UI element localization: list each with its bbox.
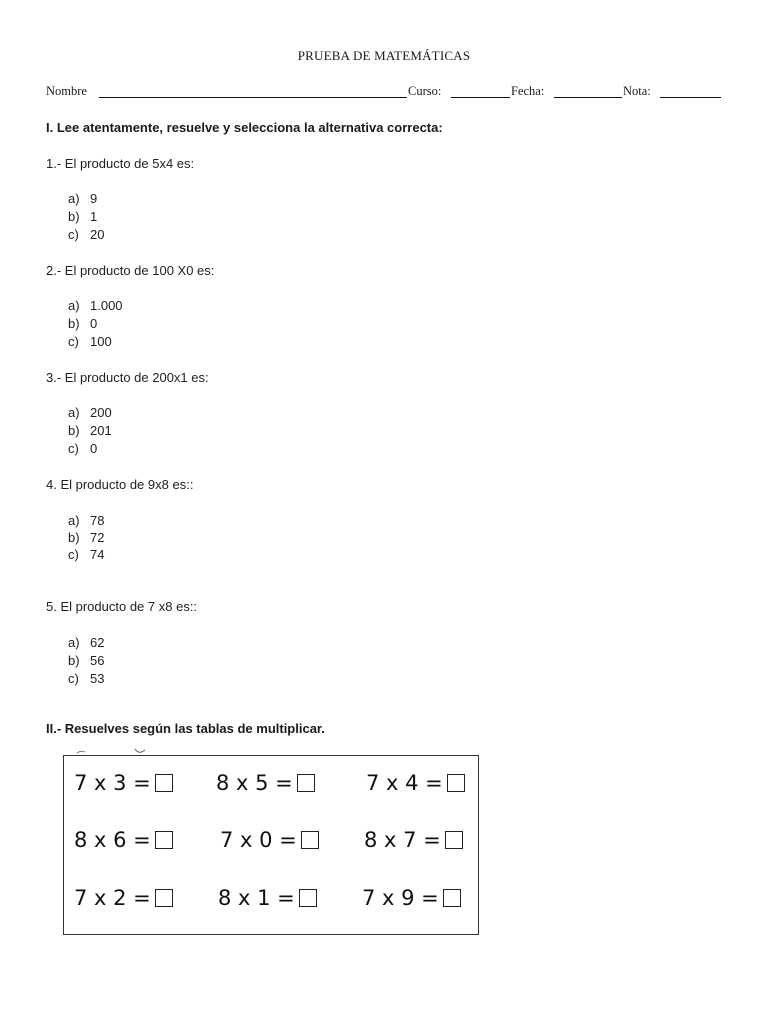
question-1-option-c[interactable]: c) 20 [68,227,105,242]
fecha-field[interactable] [554,97,622,98]
answer-box[interactable] [301,831,319,849]
multiplication-table-box [63,755,479,935]
question-4-option-b[interactable]: b) 72 [68,530,105,545]
student-info-line [46,84,722,102]
multiplication-problem: 7 x 4 = [366,771,465,795]
answer-box[interactable] [297,774,315,792]
question-5-option-c[interactable]: c) 53 [68,671,105,686]
question-1: 1.- El producto de 5x4 es: [46,156,195,171]
multiplication-problem: 7 x 0 = [220,828,319,852]
nota-label: Nota: [623,84,651,98]
question-5-option-b[interactable]: b) 56 [68,653,105,668]
curso-field[interactable] [451,97,510,98]
question-2-option-a[interactable]: a) 1.000 [68,298,123,313]
multiplication-problem: 8 x 7 = [364,828,463,852]
question-4: 4. El producto de 9x8 es:: [46,477,194,492]
multiplication-problem: 7 x 3 = [74,771,173,795]
curso-label: Curso: [408,84,442,98]
answer-box[interactable] [155,889,173,907]
question-1-option-b[interactable]: b) 1 [68,209,98,224]
section-1-heading: I. Lee atentamente, resuelve y selecciona la alternativa correcta: [46,120,443,135]
question-2-option-b[interactable]: b) 0 [68,316,98,331]
page-title: PRUEBA DE MATEMÁTICAS [297,48,471,63]
question-2: 2.- El producto de 100 X0 es: [46,263,215,278]
nombre-label: Nombre [46,84,87,98]
multiplication-problem: 8 x 1 = [218,886,317,910]
multiplication-problem: 7 x 9 = [362,886,461,910]
question-3-option-b[interactable]: b) 201 [68,423,112,438]
answer-box[interactable] [447,774,465,792]
question-5-option-a[interactable]: a) 62 [68,635,105,650]
question-1-option-a[interactable]: a) 9 [68,191,98,206]
question-4-option-c[interactable]: c) 74 [68,547,105,562]
answer-box[interactable] [155,774,173,792]
multiplication-problem: 8 x 6 = [74,828,173,852]
question-4-option-a[interactable]: a) 78 [68,513,105,528]
section-2-heading: II.- Resuelves según las tablas de multiplicar. [46,721,325,736]
fecha-label: Fecha: [511,84,545,98]
question-3-option-c[interactable]: c) 0 [68,441,98,456]
answer-box[interactable] [299,889,317,907]
multiplication-problem: 8 x 5 = [216,771,315,795]
question-5: 5. El producto de 7 x8 es:: [46,599,198,614]
answer-box[interactable] [443,889,461,907]
nombre-field[interactable] [99,97,407,98]
answer-box[interactable] [155,831,173,849]
multiplication-problem: 7 x 2 = [74,886,173,910]
question-3-option-a[interactable]: a) 200 [68,405,112,420]
nota-field[interactable] [660,97,721,98]
question-2-option-c[interactable]: c) 100 [68,334,112,349]
question-3: 3.- El producto de 200x1 es: [46,370,209,385]
answer-box[interactable] [445,831,463,849]
